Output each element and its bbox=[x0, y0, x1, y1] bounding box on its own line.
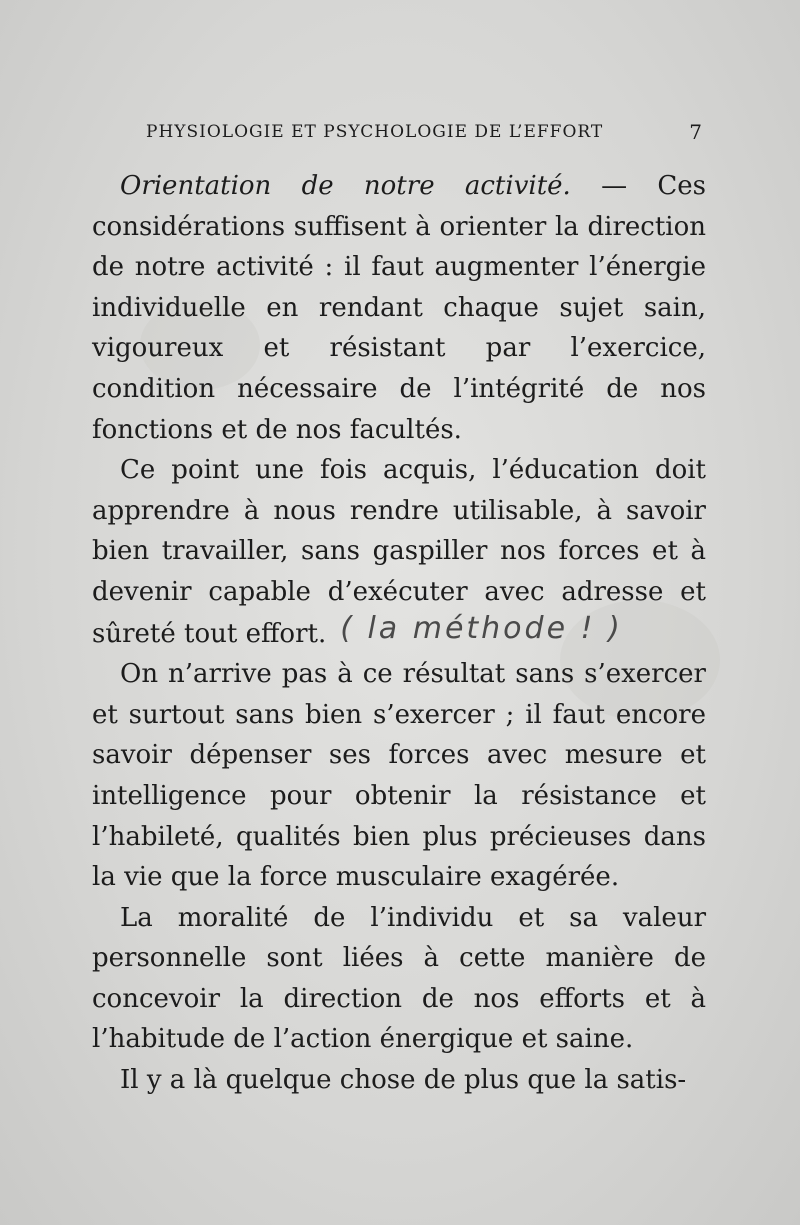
page-number: 7 bbox=[689, 120, 702, 144]
paragraph-satisfaction bbox=[92, 1060, 706, 1101]
paragraph-morality bbox=[92, 898, 706, 1060]
paragraph-text: Il y a là quelque chose de plus que la satis- bbox=[120, 1065, 687, 1096]
paragraph-text: — Ces considérations suffisent à orienter la direction de notre activité : il faut augmenter l’énergie individuelle en rendant chaque sujet sain, vigoureux et résistant par l’exercice, condition nécessaire de l’intégrité de nos fonctions et de nos facultés. bbox=[92, 171, 706, 445]
paragraph-text: Ce point une fois acquis, l’éducation doit apprendre à nous rendre utilisable, à savoir bien travailler, sans gaspiller nos forces et à devenir capable d’exécuter avec adresse et sûreté tout effort. bbox=[92, 455, 706, 649]
paragraph-exercise bbox=[92, 654, 706, 898]
paragraph-text: On n’arrive pas à ce résultat sans s’exercer et surtout sans bien s’exercer ; il faut encore savoir dépenser ses forces avec mesure et intelligence pour obtenir la résistance et l’habileté, qualités bien plus précieuses dans la vie que la force musculaire exagérée. bbox=[92, 659, 706, 893]
handwritten-annotation: ( la méthode ! ) bbox=[340, 610, 623, 646]
paragraph-orientation bbox=[92, 166, 706, 450]
paragraph-education bbox=[92, 450, 706, 654]
running-head bbox=[90, 118, 710, 148]
body-text bbox=[92, 166, 706, 1101]
running-title: PHYSIOLOGIE ET PSYCHOLOGIE DE L’EFFORT bbox=[146, 122, 604, 142]
section-lead: Orientation de notre activité. bbox=[120, 171, 571, 201]
paragraph-text: La moralité de l’individu et sa valeur personnelle sont liées à cette manière de concevoir la direction de nos efforts et à l’habitude de l’action énergique et saine. bbox=[92, 902, 706, 1055]
